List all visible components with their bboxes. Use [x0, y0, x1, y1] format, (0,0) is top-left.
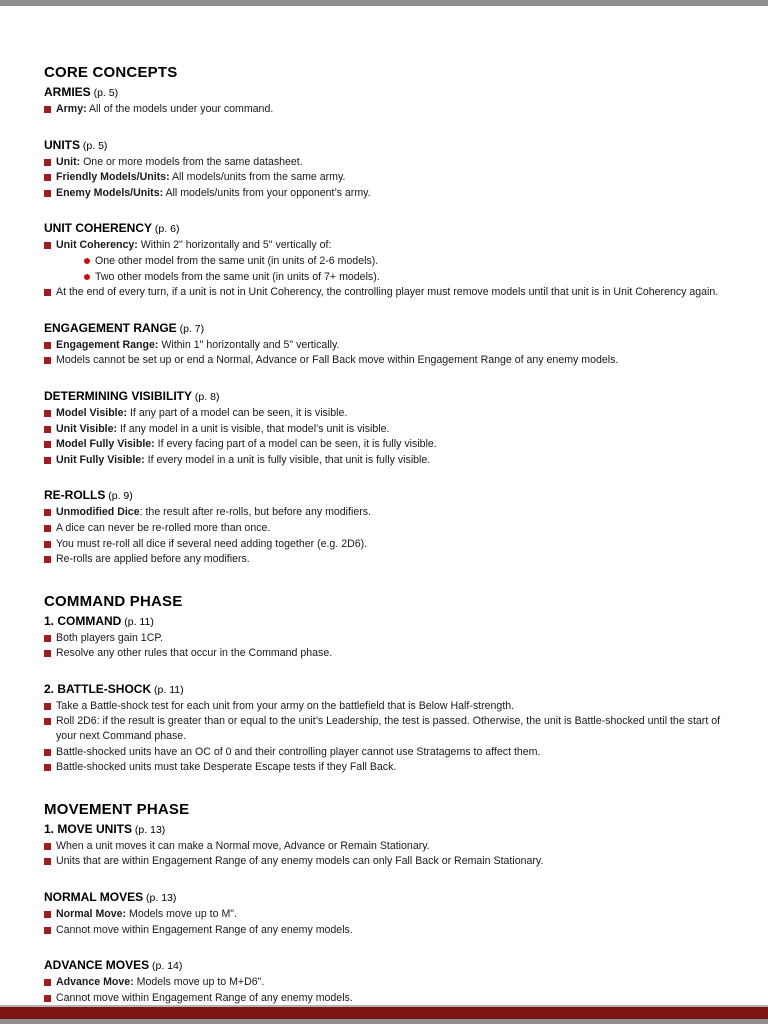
square-bullet-icon [44, 441, 51, 448]
rule-item [44, 699, 740, 714]
rule-text: Enemy Models/Units: All models/units from your opponent’s army. [56, 186, 371, 199]
rule-text: Take a Battle-shock test for each unit from your army on the battlefield that is Below Half-strength. [56, 699, 515, 712]
rule-item [44, 991, 740, 1006]
rule-text: Unit: One or more models from the same datasheet. [56, 155, 303, 168]
square-bullet-icon [44, 541, 51, 548]
group-heading [44, 822, 740, 836]
group-heading [44, 890, 740, 904]
square-bullet-icon [44, 635, 51, 642]
circle-bullet-icon [84, 258, 90, 264]
rule-term: Unit Fully Visible: [56, 453, 145, 466]
rule-text: Cannot move within Engagement Range of any enemy models. [56, 923, 353, 936]
rule-text: Engagement Range: Within 1" horizontally and 5" vertically. [56, 338, 340, 351]
group-heading [44, 614, 740, 628]
document-page [0, 6, 768, 1005]
rules-group [44, 221, 740, 299]
rule-item [44, 437, 740, 452]
page-reference: (p. 5) [90, 87, 119, 99]
square-bullet-icon [44, 342, 51, 349]
phase-title: COMMAND PHASE [44, 592, 183, 610]
square-bullet-icon [44, 190, 51, 197]
page-reference: (p. 13) [143, 892, 177, 905]
phase-title: MOVEMENT PHASE [44, 800, 190, 818]
rule-item [44, 422, 740, 437]
rule-text: You must re-roll all dice if several need adding together (e.g. 2D6). [56, 537, 368, 550]
square-bullet-icon [44, 174, 51, 181]
square-bullet-icon [44, 410, 51, 417]
rules-group [44, 389, 740, 467]
rule-text: Model Visible: If any part of a model can be seen, it is visible. [56, 406, 348, 419]
rule-text: Unit Fully Visible: If every model in a unit is fully visible, that unit is fully visible. [56, 453, 431, 466]
group-heading [44, 958, 740, 972]
square-bullet-icon [44, 525, 51, 532]
rule-item [44, 975, 740, 990]
rule-item [44, 714, 740, 743]
group-heading-text: 2. BATTLE-SHOCK [44, 681, 152, 696]
rule-text: Both players gain 1CP. [56, 631, 163, 644]
group-heading-text: ENGAGEMENT RANGE [44, 320, 177, 335]
rule-text: Cannot move within Engagement Range of any enemy models. [56, 991, 353, 1004]
square-bullet-icon [44, 843, 51, 850]
page-reference: (p. 6) [152, 223, 180, 236]
rule-item [44, 453, 740, 468]
rule-item [44, 155, 740, 170]
rule-item [44, 552, 740, 567]
rule-text: Battle-shocked units must take Desperate Escape tests if they Fall Back. [56, 761, 397, 774]
rule-item [44, 521, 740, 536]
group-heading [44, 138, 740, 152]
rule-item [44, 923, 740, 938]
rule-item [44, 102, 740, 117]
group-heading-text: UNIT COHERENCY [44, 221, 153, 236]
square-bullet-icon [44, 979, 51, 986]
square-bullet-icon [44, 242, 51, 249]
rule-term: Enemy Models/Units: [56, 186, 164, 199]
rule-item [44, 760, 740, 775]
rule-text: Friendly Models/Units: All models/units from the same army. [56, 171, 346, 184]
square-bullet-icon [44, 911, 51, 918]
phase-title: CORE CONCEPTS [44, 64, 178, 81]
square-bullet-icon [44, 159, 51, 166]
rule-item [44, 406, 740, 421]
rule-item [44, 907, 740, 922]
rule-text: Advance Move: Models move up to M+D6". [56, 976, 265, 989]
square-bullet-icon [44, 703, 51, 710]
rule-item [44, 285, 740, 300]
rule-item [44, 238, 740, 253]
rule-text: Unit Visible: If any model in a unit is visible, that model’s unit is visible. [56, 422, 390, 435]
rule-term: Model Fully Visible: [56, 438, 155, 451]
rule-text: Unmodified Dice: the result after re-rolls, but before any modifiers. [56, 506, 371, 519]
group-heading-text: NORMAL MOVES [44, 890, 144, 905]
square-bullet-icon [44, 764, 51, 771]
rule-term: Unit: [56, 155, 81, 168]
square-bullet-icon [44, 106, 51, 113]
rule-text: Two other models from the same unit (in units of 7+ models). [95, 270, 380, 283]
rule-text: Resolve any other rules that occur in the Command phase. [56, 647, 333, 660]
rule-item [44, 338, 740, 353]
rule-text: Battle-shocked units have an OC of 0 and their controlling player cannot use Stratagems to affect them. [56, 745, 541, 758]
rule-term: Engagement Range: [56, 338, 159, 351]
rule-text: Roll 2D6: if the result is greater than or equal to the unit’s Leadership, the test is passed. Otherwise, the unit is Battle-shocked until the start of your next Command phase. [56, 715, 721, 743]
page-reference: (p. 5) [80, 139, 108, 152]
rule-item [44, 353, 740, 368]
rule-term: Unit Coherency: [56, 239, 138, 252]
rule-text: Unit Coherency: Within 2" horizontally and 5" vertically of: [56, 239, 332, 252]
rules-group [44, 321, 740, 368]
rule-text: Re-rolls are applied before any modifiers. [56, 553, 250, 566]
group-heading-text: RE-ROLLS [44, 488, 106, 503]
rule-text: Army: All of the models under your command. [56, 103, 274, 115]
next-page-header-bar [0, 1007, 768, 1019]
square-bullet-icon [44, 927, 51, 934]
rule-item [44, 631, 740, 646]
square-bullet-icon [44, 426, 51, 433]
rules-group [44, 488, 740, 566]
rule-term: Unmodified Dice [56, 506, 140, 519]
rule-item [44, 170, 740, 185]
group-heading [44, 85, 740, 99]
square-bullet-icon [44, 357, 51, 364]
rules-group [44, 890, 740, 937]
group-heading [44, 682, 740, 696]
rule-item [44, 839, 740, 854]
square-bullet-icon [44, 749, 51, 756]
group-heading [44, 389, 740, 403]
page-reference: (p. 11) [151, 683, 184, 696]
rule-text: Model Fully Visible: If every facing part of a model can be seen, it is fully visible. [56, 438, 437, 451]
rule-text: A dice can never be re-rolled more than once. [56, 521, 271, 534]
group-heading-text: ADVANCE MOVES [44, 958, 150, 973]
square-bullet-icon [44, 457, 51, 464]
rules-group [44, 682, 740, 775]
page-reference: (p. 11) [121, 615, 154, 628]
group-heading-text: ARMIES [44, 85, 91, 99]
square-bullet-icon [44, 650, 51, 657]
rules-group [44, 822, 740, 869]
page-reference: (p. 13) [132, 823, 166, 836]
rule-text: When a unit moves it can make a Normal move, Advance or Remain Stationary. [56, 839, 430, 852]
circle-bullet-icon [84, 274, 90, 280]
document-content [0, 6, 768, 1021]
rule-item [44, 745, 740, 760]
rule-term: Model Visible: [56, 406, 128, 419]
square-bullet-icon [44, 289, 51, 296]
rule-term: Unit Visible: [56, 422, 118, 435]
square-bullet-icon [44, 509, 51, 516]
rule-term: Army: [56, 103, 87, 115]
rules-group [44, 614, 740, 661]
rule-item [84, 254, 740, 269]
square-bullet-icon [44, 556, 51, 563]
rule-item [44, 854, 740, 869]
rule-text: At the end of every turn, if a unit is not in Unit Coherency, the controlling player must remove models until that unit is in Unit Coherency again. [56, 286, 719, 299]
page-reference: (p. 14) [149, 960, 183, 973]
viewer-bottom-edge [0, 1019, 768, 1024]
rule-item [44, 537, 740, 552]
rule-term: Advance Move: [56, 976, 134, 989]
page-reference: (p. 7) [176, 322, 205, 335]
rule-item [84, 270, 740, 285]
square-bullet-icon [44, 718, 51, 725]
rules-group [44, 138, 740, 201]
page-reference: (p. 8) [192, 390, 220, 403]
page-reference: (p. 9) [105, 490, 133, 503]
group-heading-text: 1. MOVE UNITS [44, 821, 133, 836]
rule-text: Models cannot be set up or end a Normal, Advance or Fall Back move within Engagement Range of any enemy models. [56, 354, 619, 367]
rule-term: Friendly Models/Units: [56, 171, 170, 184]
rule-text: One other model from the same unit (in units of 2-6 models). [95, 254, 379, 267]
group-heading-text: DETERMINING VISIBILITY [44, 388, 193, 403]
rule-item [44, 505, 740, 520]
rule-term: Normal Move: [56, 908, 127, 921]
group-heading [44, 221, 740, 235]
group-heading-text: UNITS [44, 137, 80, 152]
square-bullet-icon [44, 858, 51, 865]
group-heading [44, 488, 740, 502]
rule-item [44, 186, 740, 201]
rule-text: Units that are within Engagement Range of any enemy models can only Fall Back or Remain Stationary. [56, 855, 544, 868]
group-heading [44, 321, 740, 335]
rule-item [44, 646, 740, 661]
group-heading-text: 1. COMMAND [44, 613, 122, 628]
square-bullet-icon [44, 995, 51, 1002]
rules-group [44, 85, 740, 117]
rule-text: Normal Move: Models move up to M". [56, 908, 237, 921]
